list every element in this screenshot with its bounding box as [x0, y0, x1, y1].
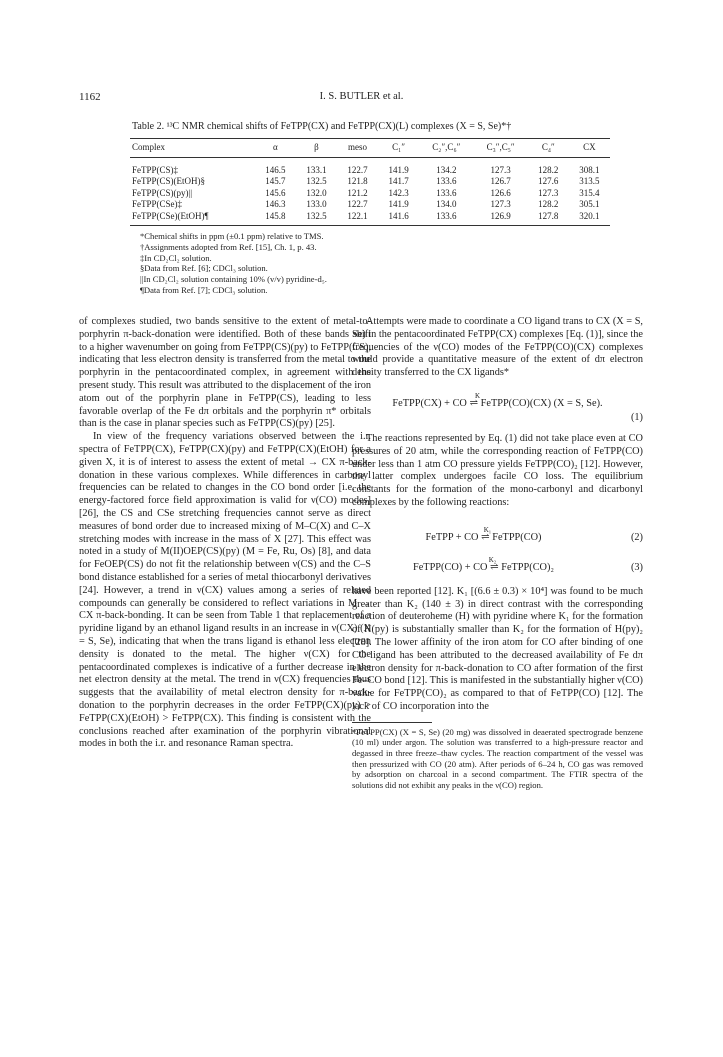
table-row [130, 211, 610, 226]
table-cell: 141.6 [388, 210, 409, 221]
table-footnote: †Assignments adopted from Ref. [15], Ch. 1, p. 43. [140, 241, 317, 252]
table-cell: 128.2 [538, 199, 559, 209]
table-cell: 141.7 [388, 176, 409, 186]
equation-2 [352, 532, 643, 550]
table-cell: 133.0 [306, 199, 327, 209]
table-footnotes [130, 231, 610, 296]
body-paragraph: Attempts were made to coordinate a CO ligand trans to CX (X = S, Se) in the pentacoordinated FeTPP(CX) complexes [Eq. (1)], since the frequencies of the ν(CO) modes of the FeTPP(CO)(CX) complexes would provide a quantitative measure of the extent of dπ electron density transferred to the CX ligands* [352, 316, 643, 379]
table-row [130, 199, 610, 211]
table-cell: 127.8 [538, 210, 559, 221]
table-cell: 122.7 [347, 199, 368, 209]
equation-1-number: (1) [630, 411, 643, 423]
equation-3-constant: K₂ [488, 555, 497, 564]
table-cell: 127.3 [538, 187, 559, 198]
table-cell: 145.6 [265, 187, 286, 198]
column-header: Complex [132, 142, 165, 152]
equation-1 [352, 398, 643, 412]
left-column [79, 316, 371, 751]
table-cell: 126.7 [490, 176, 511, 186]
table-cell: 121.2 [347, 187, 368, 198]
table-caption: Table 2. ¹³C NMR chemical shifts of FeTPP(CX) and FeTPP(CX)(L) complexes (X = S, Se)*† [132, 121, 512, 132]
table-cell: 133.6 [436, 210, 457, 221]
table-footnote: §Data from Ref. [6]; CDCl₃ solution. [140, 263, 268, 274]
table-footnote: ‡In CD₂Cl₂ solution. [140, 252, 212, 263]
equation-2-number: (2) [630, 531, 643, 543]
table-cell: 320.1 [579, 210, 600, 221]
table-cell: 133.6 [436, 176, 457, 186]
table-cell: 133.6 [436, 187, 457, 198]
table-cell: 313.5 [579, 176, 600, 186]
table-cell: 132.5 [306, 176, 327, 186]
equation-3-text: FeTPP(CO) + CO ⇌ FeTPP(CO)₂ [412, 561, 555, 573]
page-footnote: *FeTPP(CX) (X = S, Se) (20 mg) was dissolved in deaerated spectrograde benzene (10 ml) under argon. The solution was transferred to a high-pressure reactor and degassed in three freeze–thaw cycles. The reaction compartment of the vessel was then pressurized with CO (20 atm). After periods of 6–24 h, CO gas was removed by adsorption on charcoal in a second compartment. The FTIR spectra of the solutions did not exhibit any peaks in the ν(CO) region. [352, 726, 643, 790]
column-header: β [314, 142, 319, 152]
table-cell: 145.7 [265, 176, 286, 186]
table-cell: 122.7 [347, 164, 368, 175]
table-cell: 127.3 [490, 199, 511, 209]
page-number: 1162 [79, 91, 101, 103]
table-cell: 141.9 [388, 199, 409, 209]
table-footnote: *Chemical shifts in ppm (±0.1 ppm) relative to TMS. [140, 231, 324, 241]
table-footnote: ¶Data from Ref. [7]; CDCl₃ solution. [140, 284, 268, 295]
equation-3 [352, 562, 643, 580]
table-2 [130, 121, 610, 296]
table-cell: FeTPP(CS)(EtOH)§ [132, 176, 206, 186]
table-row [130, 188, 610, 200]
running-head: I. S. BUTLER et al. [319, 91, 404, 102]
table-cell: 141.9 [388, 164, 409, 175]
body-paragraph: In view of the frequency variations observed between the i.r. spectra of FeTPP(CX), FeTPP(CX)(py) and FeTPP(CX)(EtOH) for a given X, it is of interest to assess the extent of metal → CX π-back-donation in these various complexes. While differences in carbonyl frequencies can be related to changes in the CO bond order [i.e. the energy-factored force field approximation is valid for ν(CO) modes] [26], the CS and CSe stretching frequencies cannot serve as direct measures of bond order due to increased mixing of M–C(X) and C–X stretching modes with increase in the mass of X [27]. This effect was noted in a study of M(II)OEP(CS)(py) (M = Fe, Ru, Os) [8], and data for FeOEP(CS) do not fit the relationship between ν(CS) and the C–S bond distance established for a series of metal thiocarbonyl derivatives [24]. However, a trend in ν(CX) values among a series of related compounds can generally be considered to reflect variations in M → CX π-back-bonding. It can be seen from Table 1 that replacement of a pyridine ligand by an ethanol ligand results in an increase in ν(CX) (X = S, Se), indicating that when the trans ligand is ethanol less electron density is donated to the metal. The higher ν(CX) for the pentacoordinated complexes is indicative of a further decrease in the net electron density at the metal. The trend in ν(CX) frequencies thus suggests that the availability of metal electron density for π-back-donation to the porphyrin decreases in the order FeTPP(CX)(py) > FeTPP(CX)(EtOH) > FeTPP(CX). This finding is consistent with the conclusions reached after examination of the porphyrin vibrational modes in both the i.r. and resonance Raman spectra. [79, 431, 371, 750]
table-cell: 127.3 [490, 164, 511, 175]
table-cell: 305.1 [579, 199, 600, 209]
table-cell: 122.1 [347, 210, 368, 221]
table-cell: 315.4 [579, 187, 600, 198]
table-cell: FeTPP(CS)‡ [132, 164, 179, 175]
column-header: C₄″ [541, 142, 555, 152]
body-paragraph: of complexes studied, two bands sensitive to the extent of metal-to-porphyrin π-back-donation were identified. Both of these bands shift to a higher wavenumber on going from FeTPP(CS)(py) to FeTPP(CS), indicating that less electron density is transferred from the metal to the porphyrin in the pentacoordinated complex, in agreement with the present study. This result was attributed to the displacement of the iron atom out of the porphyrin plane in FeTPP(CS), leading to less favorable overlap of the Fe dπ orbitals and the porphyrin π* orbitals than is the case in planar species such as FeTPP(CS)(py) [25]. [79, 316, 371, 430]
table-cell: 132.0 [306, 187, 327, 198]
table-cell: 145.8 [265, 210, 286, 221]
column-header: C₁″ [392, 142, 406, 152]
table-row [130, 157, 610, 176]
table-cell: FeTPP(CSe)(EtOH)¶ [132, 210, 209, 221]
table-cell: 142.3 [388, 187, 409, 198]
body-paragraph: The reactions represented by Eq. (1) did not take place even at CO pressures of 20 atm, while the corresponding reaction of FeTPP(CO) under less than 1 atm CO pressure yields FeTPP(CO)₂ [12]. However, the latter complex undergoes facile CO loss. The equilibrium constants for the formation of the mono-carbonyl and dicarbonyl complexes by the following reactions: [352, 432, 643, 508]
table-cell: 134.2 [436, 164, 457, 175]
column-header: meso [348, 142, 368, 152]
column-header: C₃″,C₅″ [486, 142, 515, 152]
table-header-row [130, 139, 610, 158]
table-cell: 134.0 [436, 199, 457, 209]
table-cell: 308.1 [579, 164, 600, 175]
table-footnote: ||In CD₂Cl₂ solution containing 10% (v/v) pyridine-d₅. [140, 274, 327, 285]
nmr-shifts-table [130, 138, 610, 226]
equation-1-text: FeTPP(CX) + CO ⇌ FeTPP(CO)(CX) (X = S, Se). [392, 397, 603, 409]
footnote-rule [352, 722, 432, 723]
equation-2-constant: K₁ [483, 525, 492, 534]
table-cell: 128.2 [538, 164, 559, 175]
table-cell: 126.9 [490, 210, 511, 221]
table-cell: 126.6 [490, 187, 511, 198]
column-header: CX [583, 142, 596, 152]
table-cell: FeTPP(CSe)‡ [132, 199, 183, 209]
column-header: C₂″,C₆″ [432, 142, 461, 152]
equation-2-text: FeTPP + CO ⇌ FeTPP(CO) [425, 531, 542, 543]
table-cell: 146.5 [265, 164, 286, 175]
equation-3-number: (3) [630, 561, 643, 573]
right-column [352, 316, 643, 790]
column-header: α [272, 142, 278, 152]
table-cell: 121.8 [347, 176, 368, 186]
table-cell: 133.1 [306, 164, 327, 175]
table-row [130, 176, 610, 188]
table-cell: FeTPP(CS)(py)|| [132, 187, 193, 198]
body-paragraph: have been reported [12]. K₁ [(6.6 ± 0.3) × 10⁴] was found to be much greater than K₂ (140 ± 3) in direct contrast with the corresponding reaction of deuteroheme (H) with pyridine where K₁ for the formation of H(py) is substantially smaller than K₂ for the formation of H(py)₂ [28]. The lower affinity of the iron atom for CO after binding of one CO ligand has been attributed to the decreased availability of Fe dπ electron density for π-back-donation to CO after formation of the first Fe–CO bond [12]. This is manifested in the substantially higher ν(CO) value for FeTPP(CO)₂ as compared to that of FeTPP(CO) [12]. The lack of CO incorporation into the [352, 585, 643, 712]
table-cell: 127.6 [538, 176, 559, 186]
table-cell: 132.5 [306, 210, 327, 221]
table-cell: 146.3 [265, 199, 286, 209]
equation-1-constant: K [474, 391, 481, 400]
